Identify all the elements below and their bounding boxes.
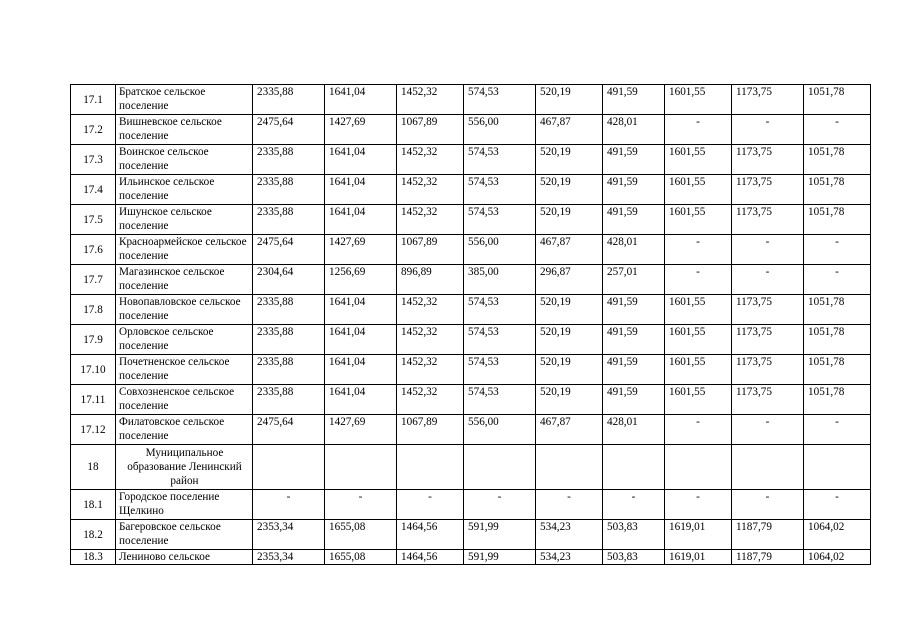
value-cell: 520,19 [536, 205, 603, 235]
row-number: 17.7 [71, 265, 116, 295]
value-cell: 534,23 [536, 550, 603, 565]
table-body [71, 85, 871, 565]
table-row [71, 295, 871, 325]
settlement-name: Багеровское сельское поселение [116, 520, 253, 550]
value-cell: 1173,75 [732, 175, 804, 205]
row-number: 17.4 [71, 175, 116, 205]
value-cell: 574,53 [464, 205, 536, 235]
value-cell: 491,59 [603, 85, 665, 115]
value-cell [804, 445, 871, 490]
value-cell: 1452,32 [397, 295, 464, 325]
value-cell: - [253, 490, 325, 520]
value-cell: 1452,32 [397, 205, 464, 235]
value-cell: - [732, 235, 804, 265]
settlement-name: Новопавловское сельское поселение [116, 295, 253, 325]
value-cell: - [603, 490, 665, 520]
value-cell: - [732, 490, 804, 520]
value-cell: 591,99 [464, 520, 536, 550]
table-row [71, 490, 871, 520]
row-number: 18.1 [71, 490, 116, 520]
table-row [71, 265, 871, 295]
value-cell: 1173,75 [732, 295, 804, 325]
value-cell: 467,87 [536, 235, 603, 265]
value-cell: 1427,69 [325, 415, 397, 445]
value-cell: 428,01 [603, 415, 665, 445]
value-cell: 1067,89 [397, 235, 464, 265]
value-cell: 556,00 [464, 415, 536, 445]
value-cell: 491,59 [603, 325, 665, 355]
value-cell: 385,00 [464, 265, 536, 295]
value-cell: 574,53 [464, 145, 536, 175]
value-cell: 1641,04 [325, 145, 397, 175]
value-cell: 2475,64 [253, 235, 325, 265]
value-cell: 1051,78 [804, 295, 871, 325]
settlement-name: Воинское сельское поселение [116, 145, 253, 175]
value-cell: - [804, 235, 871, 265]
value-cell: 2335,88 [253, 295, 325, 325]
value-cell: 428,01 [603, 235, 665, 265]
table-row [71, 325, 871, 355]
value-cell: 520,19 [536, 85, 603, 115]
value-cell: 491,59 [603, 205, 665, 235]
settlement-name: Городское поселение Щелкино [116, 490, 253, 520]
value-cell: 491,59 [603, 295, 665, 325]
value-cell: 1051,78 [804, 205, 871, 235]
value-cell: 296,87 [536, 265, 603, 295]
value-cell: 896,89 [397, 265, 464, 295]
value-cell: 2335,88 [253, 355, 325, 385]
value-cell: 1641,04 [325, 385, 397, 415]
row-number: 17.9 [71, 325, 116, 355]
value-cell: 1427,69 [325, 235, 397, 265]
value-cell: - [665, 115, 732, 145]
value-cell: 1051,78 [804, 325, 871, 355]
value-cell: 1067,89 [397, 115, 464, 145]
table-row [71, 115, 871, 145]
value-cell: 257,01 [603, 265, 665, 295]
row-number: 17.1 [71, 85, 116, 115]
value-cell: 2353,34 [253, 520, 325, 550]
table-row [71, 520, 871, 550]
value-cell: 1173,75 [732, 85, 804, 115]
value-cell: - [325, 490, 397, 520]
row-number: 17.3 [71, 145, 116, 175]
value-cell: 1051,78 [804, 175, 871, 205]
value-cell: - [665, 235, 732, 265]
value-cell: 1601,55 [665, 205, 732, 235]
table-row [71, 355, 871, 385]
settlement-name: Братское сельское поселение [116, 85, 253, 115]
value-cell: - [732, 415, 804, 445]
table-row [71, 175, 871, 205]
table-row [71, 145, 871, 175]
value-cell: 1655,08 [325, 520, 397, 550]
table-row [71, 415, 871, 445]
value-cell: 1452,32 [397, 355, 464, 385]
value-cell: 2335,88 [253, 385, 325, 415]
value-cell: 491,59 [603, 355, 665, 385]
value-cell: 1601,55 [665, 85, 732, 115]
value-cell: 556,00 [464, 235, 536, 265]
value-cell: 1619,01 [665, 550, 732, 565]
value-cell: 1452,32 [397, 145, 464, 175]
settlement-name: Филатовское сельское поселение [116, 415, 253, 445]
row-number: 18.2 [71, 520, 116, 550]
value-cell: 1187,79 [732, 550, 804, 565]
value-cell: 1452,32 [397, 175, 464, 205]
value-cell: 1452,32 [397, 325, 464, 355]
value-cell: 520,19 [536, 355, 603, 385]
value-cell: 1051,78 [804, 85, 871, 115]
value-cell: 520,19 [536, 325, 603, 355]
value-cell [464, 445, 536, 490]
value-cell: 1452,32 [397, 385, 464, 415]
value-cell: - [665, 490, 732, 520]
value-cell: 591,99 [464, 550, 536, 565]
value-cell: 1601,55 [665, 145, 732, 175]
value-cell: 2335,88 [253, 85, 325, 115]
value-cell: 2475,64 [253, 415, 325, 445]
value-cell: 1064,02 [804, 550, 871, 565]
value-cell: 1173,75 [732, 205, 804, 235]
tariff-table [70, 84, 871, 565]
value-cell: - [665, 265, 732, 295]
value-cell: 520,19 [536, 175, 603, 205]
value-cell [536, 445, 603, 490]
settlement-name: Лениново сельское [116, 550, 253, 565]
value-cell: 1641,04 [325, 175, 397, 205]
value-cell: 1051,78 [804, 145, 871, 175]
value-cell: 520,19 [536, 145, 603, 175]
table-row [71, 385, 871, 415]
value-cell: 1601,55 [665, 175, 732, 205]
value-cell: 520,19 [536, 385, 603, 415]
row-number: 18 [71, 445, 116, 490]
value-cell: 2335,88 [253, 175, 325, 205]
value-cell: - [464, 490, 536, 520]
value-cell: 1064,02 [804, 520, 871, 550]
settlement-name: Орловское сельское поселение [116, 325, 253, 355]
value-cell: 491,59 [603, 385, 665, 415]
settlement-name: Вишневское сельское поселение [116, 115, 253, 145]
value-cell: - [536, 490, 603, 520]
value-cell: 1641,04 [325, 325, 397, 355]
value-cell: 1601,55 [665, 385, 732, 415]
value-cell: 574,53 [464, 325, 536, 355]
value-cell: - [397, 490, 464, 520]
value-cell: 1067,89 [397, 415, 464, 445]
row-number: 17.11 [71, 385, 116, 415]
row-number: 17.10 [71, 355, 116, 385]
value-cell: 2304,64 [253, 265, 325, 295]
value-cell: 1173,75 [732, 355, 804, 385]
value-cell: 1256,69 [325, 265, 397, 295]
settlement-name: Красноармейское сельское поселение [116, 235, 253, 265]
value-cell: 1452,32 [397, 85, 464, 115]
settlement-name: Совхозненское сельское поселение [116, 385, 253, 415]
value-cell: 534,23 [536, 520, 603, 550]
table-row [71, 235, 871, 265]
value-cell: 2353,34 [253, 550, 325, 565]
table-row [71, 550, 871, 565]
value-cell: 503,83 [603, 550, 665, 565]
value-cell: 574,53 [464, 295, 536, 325]
value-cell: 1173,75 [732, 385, 804, 415]
value-cell [665, 445, 732, 490]
row-number: 17.6 [71, 235, 116, 265]
row-number: 17.5 [71, 205, 116, 235]
value-cell: 1464,56 [397, 550, 464, 565]
table-row [71, 205, 871, 235]
settlement-name: Муниципальное образование Ленинский район [116, 445, 253, 490]
value-cell: 467,87 [536, 115, 603, 145]
value-cell: 491,59 [603, 175, 665, 205]
settlement-name: Почетненское сельское поселение [116, 355, 253, 385]
value-cell: - [732, 115, 804, 145]
value-cell: 1601,55 [665, 355, 732, 385]
table-row [71, 85, 871, 115]
value-cell: - [804, 490, 871, 520]
value-cell: 520,19 [536, 295, 603, 325]
value-cell: 503,83 [603, 520, 665, 550]
value-cell: 2475,64 [253, 115, 325, 145]
value-cell [253, 445, 325, 490]
value-cell: 1641,04 [325, 85, 397, 115]
value-cell: 1641,04 [325, 205, 397, 235]
settlement-name: Ильинское сельское поселение [116, 175, 253, 205]
value-cell: 1641,04 [325, 295, 397, 325]
value-cell: 428,01 [603, 115, 665, 145]
value-cell [732, 445, 804, 490]
value-cell [397, 445, 464, 490]
value-cell: 1464,56 [397, 520, 464, 550]
value-cell: 1427,69 [325, 115, 397, 145]
row-number: 17.8 [71, 295, 116, 325]
value-cell: 2335,88 [253, 325, 325, 355]
value-cell: 491,59 [603, 145, 665, 175]
value-cell: - [665, 415, 732, 445]
value-cell: 574,53 [464, 175, 536, 205]
value-cell: 1619,01 [665, 520, 732, 550]
table-row [71, 445, 871, 490]
settlement-name: Магазинское сельское поселение [116, 265, 253, 295]
value-cell: 1173,75 [732, 145, 804, 175]
value-cell: - [804, 115, 871, 145]
value-cell: - [804, 415, 871, 445]
value-cell: 1601,55 [665, 295, 732, 325]
value-cell: 1173,75 [732, 325, 804, 355]
value-cell: 467,87 [536, 415, 603, 445]
value-cell: - [804, 265, 871, 295]
value-cell: 556,00 [464, 115, 536, 145]
value-cell [325, 445, 397, 490]
value-cell: 2335,88 [253, 205, 325, 235]
value-cell [603, 445, 665, 490]
value-cell: 1641,04 [325, 355, 397, 385]
row-number: 18.3 [71, 550, 116, 565]
value-cell: 574,53 [464, 85, 536, 115]
value-cell: 1601,55 [665, 325, 732, 355]
value-cell: 1655,08 [325, 550, 397, 565]
value-cell: 574,53 [464, 355, 536, 385]
value-cell: 2335,88 [253, 145, 325, 175]
value-cell: 574,53 [464, 385, 536, 415]
settlement-name: Ишунское сельское поселение [116, 205, 253, 235]
value-cell: - [732, 265, 804, 295]
value-cell: 1051,78 [804, 385, 871, 415]
row-number: 17.12 [71, 415, 116, 445]
row-number: 17.2 [71, 115, 116, 145]
value-cell: 1187,79 [732, 520, 804, 550]
value-cell: 1051,78 [804, 355, 871, 385]
